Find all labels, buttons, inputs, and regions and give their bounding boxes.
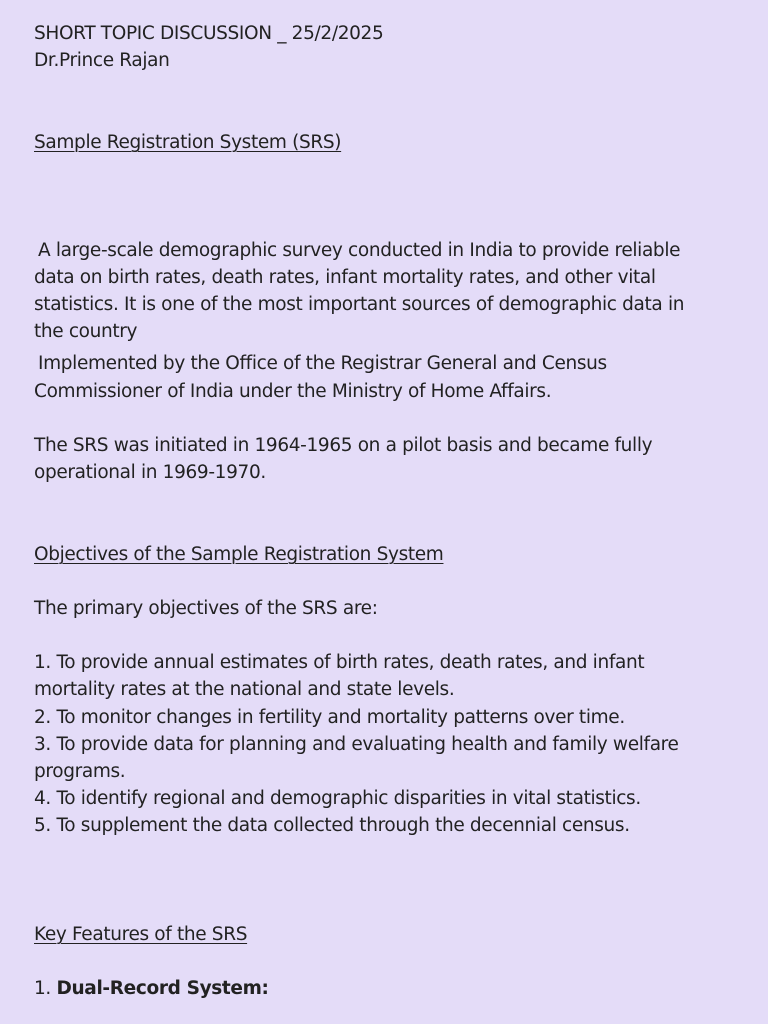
objective-line: 5. To supplement the data collected through the decennial census. [34, 815, 630, 836]
srs-paragraph1-line: statistics. It is one of the most important sources of demographic data in [34, 294, 685, 315]
objective-line: 1. To provide annual estimates of birth rates, death rates, and infant [34, 652, 645, 673]
objective-line: programs. [34, 761, 126, 782]
document-author: Dr.Prince Rajan [34, 50, 170, 71]
srs-paragraph2-line: Commissioner of India under the Ministry of Home Affairs. [34, 381, 552, 402]
objective-line: 4. To identify regional and demographic disparities in vital statistics. [34, 788, 641, 809]
srs-paragraph2-line: Implemented by the Office of the Registrar General and Census [38, 353, 607, 374]
features-heading: Key Features of the SRS [34, 924, 248, 945]
feature-item-label: Dual-Record System: [56, 978, 269, 999]
objective-line: 2. To monitor changes in fertility and mortality patterns over time. [34, 707, 625, 728]
srs-heading: Sample Registration System (SRS) [34, 132, 342, 153]
srs-paragraph3-line: operational in 1969-1970. [34, 462, 266, 483]
document-title: SHORT TOPIC DISCUSSION _ 25/2/2025 [34, 23, 384, 44]
feature-item-1 [34, 975, 269, 1002]
objectives-intro: The primary objectives of the SRS are: [34, 598, 378, 619]
objective-line: 3. To provide data for planning and evaluating health and family welfare [34, 734, 679, 755]
srs-paragraph1-line: A large-scale demographic survey conducted in India to provide reliable [38, 240, 681, 261]
srs-paragraph1-line: data on birth rates, death rates, infant mortality rates, and other vital [34, 267, 656, 288]
objective-line: mortality rates at the national and state levels. [34, 679, 455, 700]
srs-paragraph1-line: the country [34, 321, 138, 342]
objectives-heading: Objectives of the Sample Registration System [34, 544, 444, 565]
srs-paragraph3-line: The SRS was initiated in 1964-1965 on a pilot basis and became fully [34, 435, 653, 456]
feature-item-number: 1. [34, 978, 57, 999]
